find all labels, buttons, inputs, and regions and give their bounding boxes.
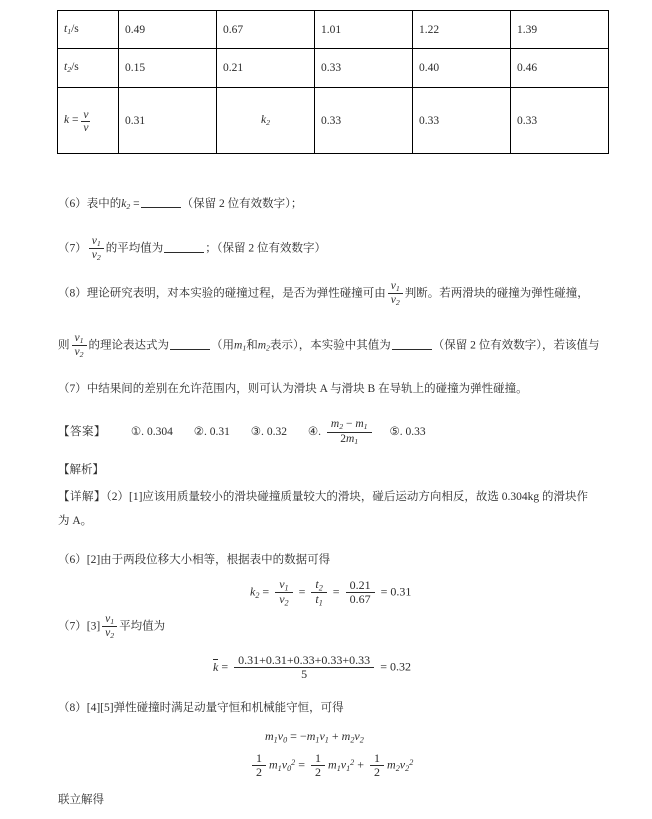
answer-blank xyxy=(392,338,432,350)
answer-item-2: ②. 0.31 xyxy=(193,426,230,439)
q8-text-a: 理论研究表明，对本实验的碰撞过程，是否为弹性碰撞可由 xyxy=(86,287,386,300)
cell-k-5: 0.33 xyxy=(511,88,609,154)
cell-t2-5: 0.46 xyxy=(511,49,609,88)
formula-energy-conservation: $\frac{1}{2}$ $m_1v_0^2$ = $\frac{1}{2}$ $m_1v_1^2$ + $\frac{1}{2}$ $m_2v_2^2$ xyxy=(249,752,413,780)
answer-row xyxy=(58,418,426,447)
q8l2-text-a: 则 xyxy=(58,339,70,352)
cell-t1-4: 1.22 xyxy=(413,11,511,49)
cell-t1-2: 0.67 xyxy=(217,11,315,49)
analysis-label: 【解析】 xyxy=(58,464,104,476)
answer-label: 【答案】 xyxy=(58,426,106,439)
q7-number: （7） xyxy=(58,242,87,255)
cell-t2-4: 0.40 xyxy=(413,49,511,88)
q8l2-text-c: （用 xyxy=(211,339,235,352)
v1-over-v2-fraction: $\frac{v_1}{v_2}$ xyxy=(72,332,87,360)
detail-paragraph-8: （8）[4][5]弹性碰撞时满足动量守恒和机械能守恒，可得 xyxy=(58,702,344,714)
question-8-line-2: 则 $\frac{v_1}{v_2}$ 的理论表达式为 （用$m_1$和$m_2$表示），本实验中其值为 （保留 2 位有效数字），若该值与 xyxy=(58,332,600,360)
formula-k2: $k_2$ = $\frac{v_1}{v_2}$ = $\frac{t_2}{t_1}$ = $\frac{0.21}{0.67}$ = 0.31 xyxy=(250,577,412,608)
answer-blank xyxy=(164,241,204,253)
table-row xyxy=(58,88,609,154)
q6-text-before: 表中的 xyxy=(86,198,122,210)
cell-k-2-unknown: $k_2$ xyxy=(217,88,315,154)
elastic-ratio-fraction: $\frac{m_2 - m_1}{2m_1}$ xyxy=(327,418,372,447)
question-7 xyxy=(58,235,326,263)
v1-over-v2-fraction: $\frac{v_1}{v_2}$ xyxy=(102,613,117,641)
q6-text-after: （保留 2 位有效数字）； xyxy=(181,198,303,210)
v1-over-v2-fraction: $\frac{v_1}{v_2}$ xyxy=(388,280,403,308)
q8l2-text-e: （保留 2 位有效数字），若该值与 xyxy=(432,339,600,352)
detail-paragraph-2-cont: 为 A。 xyxy=(58,515,93,527)
detail-paragraph-7: （7）[3] $\frac{v_1}{v_2}$ 平均值为 xyxy=(58,613,166,641)
row-label-t1: $t_1/s$ xyxy=(58,11,119,49)
answer-item-3: ③. 0.32 xyxy=(250,426,287,439)
q7-text-after: ；（保留 2 位有效数字） xyxy=(205,242,327,255)
q8-number: （8） xyxy=(58,287,87,300)
answer-item-4: ④. $\frac{m_2 - m_1}{2m_1}$ xyxy=(308,426,375,438)
table-row xyxy=(58,49,609,88)
answer-blank xyxy=(141,196,181,208)
k-bar-symbol: k xyxy=(213,659,219,674)
q6-number: （6） xyxy=(58,198,87,210)
cell-k-3: 0.33 xyxy=(315,88,413,154)
formula-k-average: k = $\frac{0.31+0.31+0.33+0.33+0.33}{5}$ = 0.32 xyxy=(213,653,411,682)
v1-over-v2-fraction: $\frac{v_1}{v_2}$ xyxy=(89,235,104,263)
cell-t1-5: 1.39 xyxy=(511,11,609,49)
detail-paragraph-2: 【详解】（2）[1]应该用质量较小的滑块碰撞质量较大的滑块，碰后运动方向相反，故选 0.304kg 的滑块作 xyxy=(58,491,589,503)
q8l2-text-b: 的理论表达式为 xyxy=(88,339,170,352)
cell-k-1: 0.31 xyxy=(119,88,217,154)
q7-text-before: 的平均值为 xyxy=(105,242,164,255)
row-label-k-ratio: k = $\frac{v}{v}$ xyxy=(58,88,119,154)
answer-item-1: ①. 0.304 xyxy=(130,426,173,439)
table-row xyxy=(58,11,609,49)
formula-momentum-conservation: $m_1v_0 = -m_1v_1 + m_2v_2$ xyxy=(265,729,364,745)
question-8-line-1 xyxy=(58,280,589,308)
closing-text: 联立解得 xyxy=(58,794,104,806)
cell-k-4: 0.33 xyxy=(413,88,511,154)
cell-t2-3: 0.33 xyxy=(315,49,413,88)
detail-paragraph-6: （6）[2]由于两段位移大小相等，根据表中的数据可得 xyxy=(58,554,331,566)
cell-t1-3: 1.01 xyxy=(315,11,413,49)
cell-t2-2: 0.21 xyxy=(217,49,315,88)
q8-text-b: 判断。若两滑块的碰撞为弹性碰撞， xyxy=(404,287,589,300)
row-label-t2: $t_2/s$ xyxy=(58,49,119,88)
experiment-data-table xyxy=(57,10,538,154)
cell-t2-1: 0.15 xyxy=(119,49,217,88)
answer-item-5: ⑤. 0.33 xyxy=(389,426,426,439)
question-8-line-3: （7）中结果间的差别在允许范围内，则可认为滑块 A 与滑块 B 在导轨上的碰撞为弹性碰撞。 xyxy=(58,383,528,395)
detail-label: 【详解】 xyxy=(58,491,106,503)
cell-t1-1: 0.49 xyxy=(119,11,217,49)
question-6: （6）表中的$k_2$ = （保留 2 位有效数字）； xyxy=(58,198,303,212)
q8l2-text-d: 表示），本实验中其值为 xyxy=(269,339,391,352)
answer-blank xyxy=(170,338,210,350)
